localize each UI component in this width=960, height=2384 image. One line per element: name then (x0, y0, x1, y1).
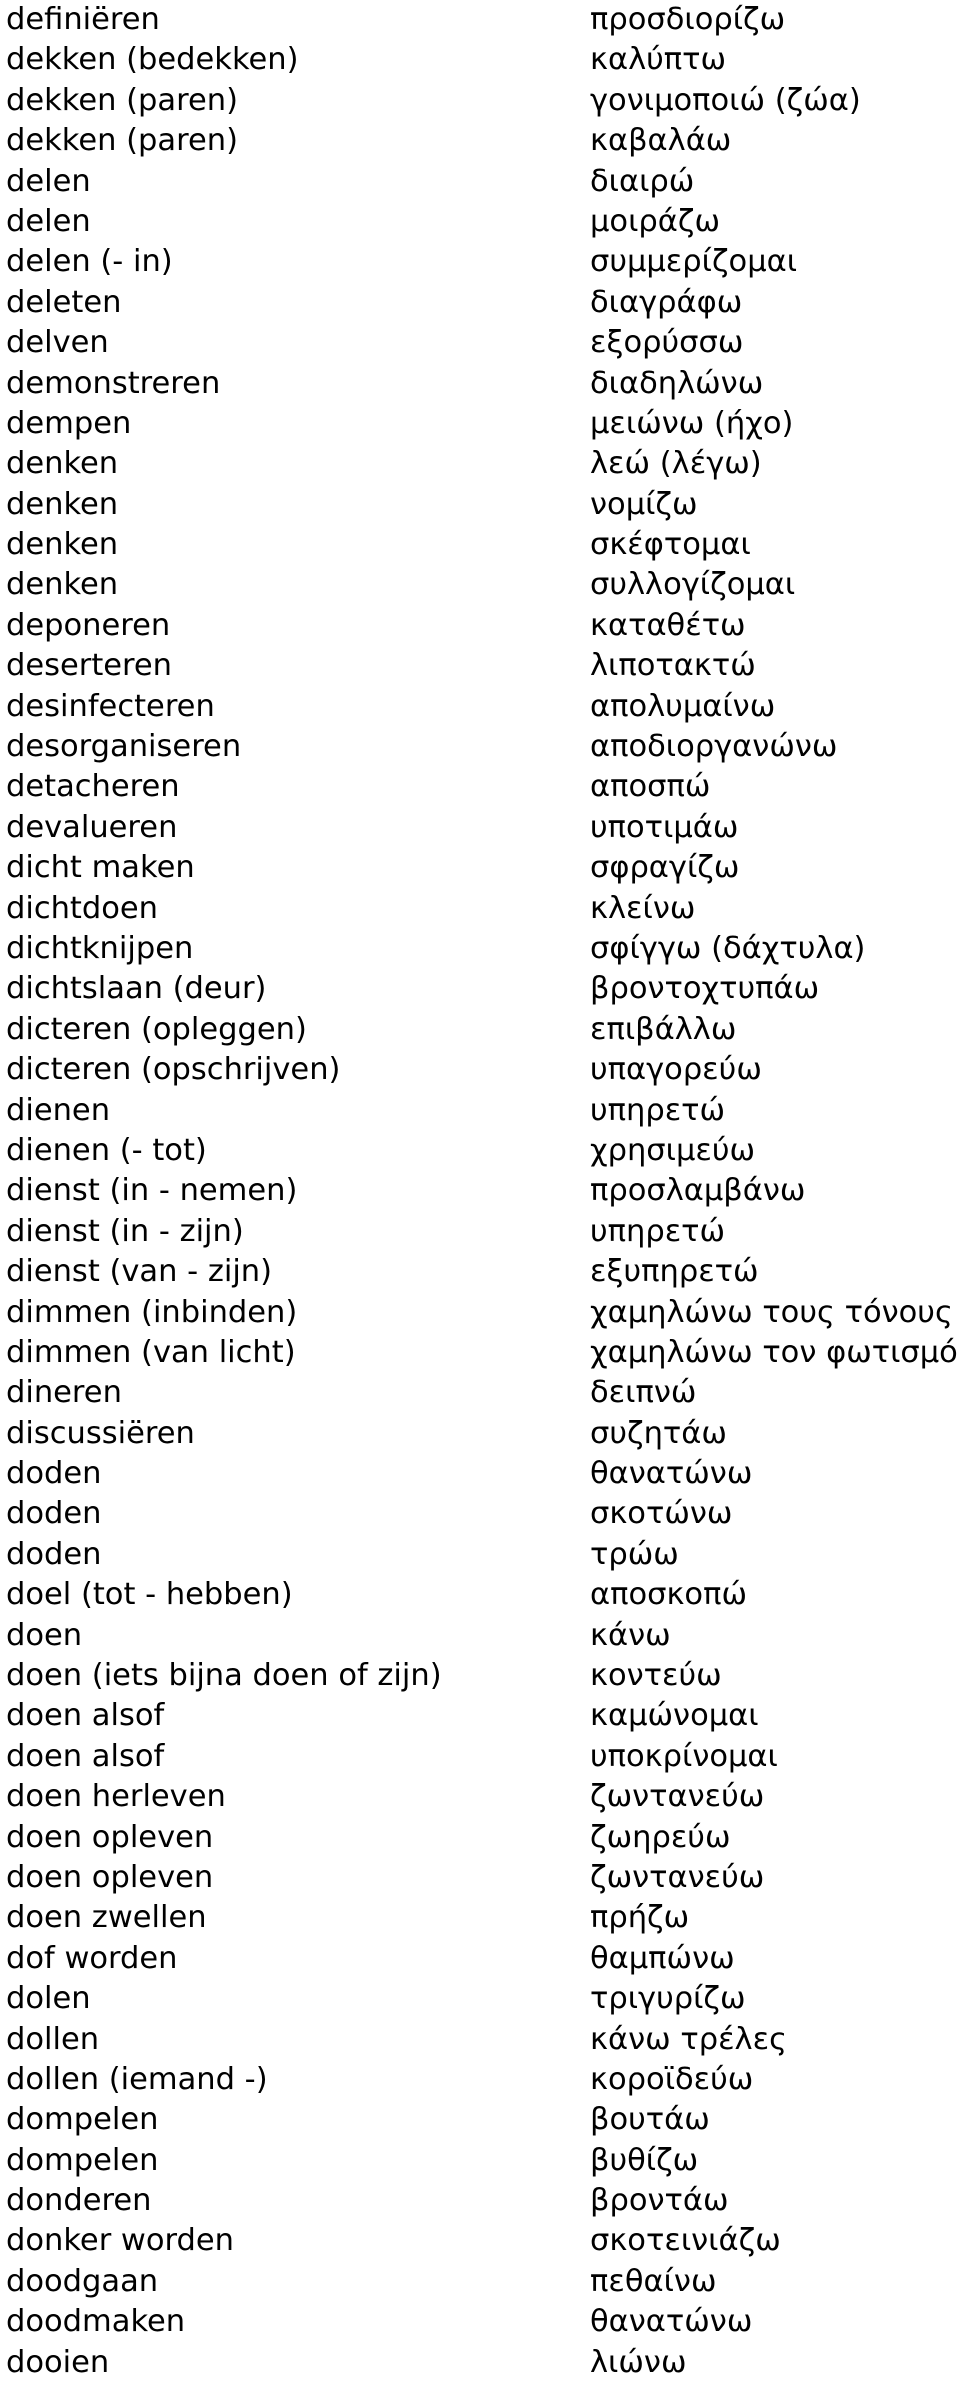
greek-translation: σκοτεινιάζω (590, 2223, 781, 2259)
vocabulary-row (0, 323, 960, 363)
vocabulary-row (0, 283, 960, 323)
dutch-term: delven (6, 325, 109, 361)
vocabulary-row (0, 1575, 960, 1615)
vocabulary-row (0, 2060, 960, 2100)
vocabulary-row (0, 404, 960, 444)
greek-translation: υποτιμάω (590, 809, 739, 845)
greek-translation: αποσπώ (590, 769, 711, 805)
greek-translation: διαδηλώνω (590, 365, 764, 401)
vocabulary-row (0, 364, 960, 404)
dutch-term: doodgaan (6, 2263, 159, 2299)
vocabulary-row (0, 929, 960, 969)
greek-translation: καταθέτω (590, 607, 746, 643)
vocabulary-row (0, 2181, 960, 2221)
vocabulary-row (0, 81, 960, 121)
greek-translation: λιποτακτώ (590, 648, 756, 684)
dutch-term: dimmen (inbinden) (6, 1294, 298, 1330)
greek-translation: καλύπτω (590, 42, 727, 78)
vocabulary-row (0, 1898, 960, 1938)
greek-translation: κοροϊδεύω (590, 2061, 754, 2097)
dutch-term: detacheren (6, 769, 180, 805)
greek-translation: σκοτώνω (590, 1496, 733, 1532)
greek-translation: συλλογίζομαι (590, 567, 796, 603)
dutch-term: denken (6, 486, 119, 522)
dutch-term: denken (6, 446, 119, 482)
greek-translation: χαμηλώνω τους τόνους (590, 1294, 953, 1330)
greek-translation: πεθαίνω (590, 2263, 717, 2299)
greek-translation: επιβάλλω (590, 1011, 737, 1047)
dutch-term: doen opleven (6, 1859, 214, 1895)
vocabulary-row (0, 1656, 960, 1696)
dutch-term: delen (- in) (6, 244, 173, 280)
greek-translation: σφίγγω (δάχτυλα) (590, 930, 866, 966)
dutch-term: devalueren (6, 809, 178, 845)
dutch-term: doen alsof (6, 1698, 165, 1734)
dutch-term: dienst (in - zijn) (6, 1213, 244, 1249)
dutch-term: doen herleven (6, 1779, 226, 1815)
vocabulary-row (0, 1293, 960, 1333)
dutch-term: dooien (6, 2344, 110, 2380)
vocabulary-row (0, 1373, 960, 1413)
vocabulary-row (0, 767, 960, 807)
greek-translation: προσλαμβάνω (590, 1173, 806, 1209)
greek-translation: ζωντανεύω (590, 1859, 765, 1895)
dutch-term: desorganiseren (6, 729, 242, 765)
greek-translation: χρησιμεύω (590, 1132, 756, 1168)
vocabulary-row (0, 0, 960, 40)
vocabulary-row (0, 646, 960, 686)
greek-translation: υποκρίνομαι (590, 1738, 778, 1774)
greek-translation: λιώνω (590, 2344, 687, 2380)
vocabulary-row (0, 1979, 960, 2019)
dutch-term: dekken (paren) (6, 123, 238, 159)
dutch-term: dompelen (6, 2142, 159, 2178)
greek-translation: κοντεύω (590, 1658, 722, 1694)
dutch-term: dienen (- tot) (6, 1132, 207, 1168)
vocabulary-row (0, 242, 960, 282)
vocabulary-row (0, 606, 960, 646)
dutch-term: dienen (6, 1092, 111, 1128)
greek-translation: τριγυρίζω (590, 1981, 746, 2017)
greek-translation: κάνω (590, 1617, 671, 1653)
vocabulary-row (0, 121, 960, 161)
greek-translation: προσδιορίζω (590, 2, 786, 37)
dutch-term: dompelen (6, 2102, 159, 2138)
dutch-term: doen alsof (6, 1738, 165, 1774)
greek-translation: κλείνω (590, 890, 696, 926)
dutch-term: dollen (6, 2021, 100, 2057)
greek-translation: εξυπηρετώ (590, 1254, 759, 1290)
vocabulary-row (0, 808, 960, 848)
vocabulary-row (0, 1252, 960, 1292)
vocabulary-row (0, 687, 960, 727)
greek-translation: σφραγίζω (590, 850, 740, 886)
vocabulary-row (0, 1212, 960, 1252)
dutch-term: dicht maken (6, 850, 195, 886)
vocabulary-row (0, 1333, 960, 1373)
dutch-term: dolen (6, 1981, 91, 2017)
vocabulary-row (0, 565, 960, 605)
vocabulary-row (0, 727, 960, 767)
vocabulary-row (0, 969, 960, 1009)
greek-translation: μειώνω (ήχο) (590, 405, 794, 441)
dutch-term: dichtslaan (deur) (6, 971, 267, 1007)
dutch-term: doen (iets bijna doen of zijn) (6, 1658, 442, 1694)
vocabulary-row (0, 485, 960, 525)
dutch-term: dekken (paren) (6, 82, 238, 118)
greek-translation: κάνω τρέλες (590, 2021, 787, 2057)
greek-translation: απολυμαίνω (590, 688, 776, 724)
greek-translation: υπηρετώ (590, 1092, 726, 1128)
vocabulary-row (0, 1737, 960, 1777)
vocabulary-row (0, 2343, 960, 2383)
vocabulary-row (0, 2141, 960, 2181)
greek-translation: αποσκοπώ (590, 1577, 747, 1613)
vocabulary-row (0, 2221, 960, 2261)
dutch-term: deserteren (6, 648, 173, 684)
dutch-term: dichtdoen (6, 890, 159, 926)
vocabulary-row (0, 1050, 960, 1090)
greek-translation: θανατώνω (590, 2304, 753, 2340)
dutch-term: dicteren (opleggen) (6, 1011, 307, 1047)
greek-translation: τρώω (590, 1536, 679, 1572)
greek-translation: καβαλάω (590, 123, 732, 159)
vocabulary-row (0, 1171, 960, 1211)
vocabulary-row (0, 1131, 960, 1171)
vocabulary-row (0, 1858, 960, 1898)
dutch-term: doel (tot - hebben) (6, 1577, 293, 1613)
greek-translation: πρήζω (590, 1900, 690, 1936)
greek-translation: δειπνώ (590, 1375, 697, 1411)
dutch-term: demonstreren (6, 365, 221, 401)
dutch-term: deponeren (6, 607, 171, 643)
vocabulary-row (0, 1616, 960, 1656)
dutch-term: doden (6, 1496, 102, 1532)
dutch-term: dof worden (6, 1940, 178, 1976)
greek-translation: λεώ (λέγω) (590, 446, 762, 482)
greek-translation: βροντοχτυπάω (590, 971, 820, 1007)
greek-translation: ζωντανεύω (590, 1779, 765, 1815)
vocabulary-row (0, 2262, 960, 2302)
dutch-term: dienst (in - nemen) (6, 1173, 298, 1209)
greek-translation: εξορύσσω (590, 325, 744, 361)
dutch-term: desinfecteren (6, 688, 215, 724)
dutch-term: delen (6, 203, 91, 239)
greek-translation: συζητάω (590, 1415, 727, 1451)
vocabulary-row (0, 444, 960, 484)
vocabulary-row (0, 525, 960, 565)
greek-translation: συμμερίζομαι (590, 244, 798, 280)
dutch-term: dicteren (opschrijven) (6, 1052, 341, 1088)
dutch-term: doen opleven (6, 1819, 214, 1855)
vocabulary-row (0, 1939, 960, 1979)
vocabulary-row (0, 1818, 960, 1858)
vocabulary-row (0, 1535, 960, 1575)
vocabulary-row (0, 162, 960, 202)
dutch-term: dollen (iemand -) (6, 2061, 268, 2097)
vocabulary-row (0, 1696, 960, 1736)
dutch-term: dineren (6, 1375, 122, 1411)
greek-translation: βυθίζω (590, 2142, 699, 2178)
greek-translation: γονιμοποιώ (ζώα) (590, 82, 861, 118)
dutch-term: dempen (6, 405, 132, 441)
dutch-term: doden (6, 1536, 102, 1572)
greek-translation: ζωηρεύω (590, 1819, 731, 1855)
vocabulary-row (0, 40, 960, 80)
greek-translation: διαιρώ (590, 163, 695, 199)
dutch-term: dekken (bedekken) (6, 42, 299, 78)
greek-translation: υπηρετώ (590, 1213, 726, 1249)
dutch-term: denken (6, 567, 119, 603)
vocabulary-row (0, 1091, 960, 1131)
greek-translation: θαμπώνω (590, 1940, 735, 1976)
dutch-term: doden (6, 1456, 102, 1492)
dutch-term: deleten (6, 284, 122, 320)
greek-translation: αποδιοργανώνω (590, 729, 838, 765)
dutch-term: delen (6, 163, 91, 199)
dutch-term: denken (6, 527, 119, 563)
greek-translation: σκέφτομαι (590, 527, 751, 563)
dutch-term: discussiëren (6, 1415, 195, 1451)
vocabulary-row (0, 889, 960, 929)
greek-translation: βροντάω (590, 2183, 729, 2219)
vocabulary-row (0, 2020, 960, 2060)
vocabulary-row (0, 2302, 960, 2342)
dutch-term: definiëren (6, 2, 160, 37)
dutch-term: dienst (van - zijn) (6, 1254, 273, 1290)
dutch-term: doodmaken (6, 2304, 186, 2340)
greek-translation: βουτάω (590, 2102, 710, 2138)
vocabulary-row (0, 1494, 960, 1534)
vocabulary-row (0, 1777, 960, 1817)
greek-translation: χαμηλώνω τον φωτισμό (590, 1334, 958, 1370)
dutch-term: donderen (6, 2183, 152, 2219)
greek-translation: υπαγορεύω (590, 1052, 762, 1088)
greek-translation: καμώνομαι (590, 1698, 759, 1734)
greek-translation: μοιράζω (590, 203, 720, 239)
dutch-term: donker worden (6, 2223, 234, 2259)
vocabulary-row (0, 1010, 960, 1050)
vocabulary-row (0, 848, 960, 888)
greek-translation: θανατώνω (590, 1456, 753, 1492)
greek-translation: νομίζω (590, 486, 698, 522)
dutch-term: doen (6, 1617, 83, 1653)
dutch-term: dichtknijpen (6, 930, 194, 966)
vocabulary-row (0, 1454, 960, 1494)
greek-translation: διαγράφω (590, 284, 743, 320)
vocabulary-row (0, 1414, 960, 1454)
vocabulary-row (0, 2100, 960, 2140)
vocabulary-row (0, 202, 960, 242)
dutch-term: dimmen (van licht) (6, 1334, 296, 1370)
dutch-term: doen zwellen (6, 1900, 207, 1936)
